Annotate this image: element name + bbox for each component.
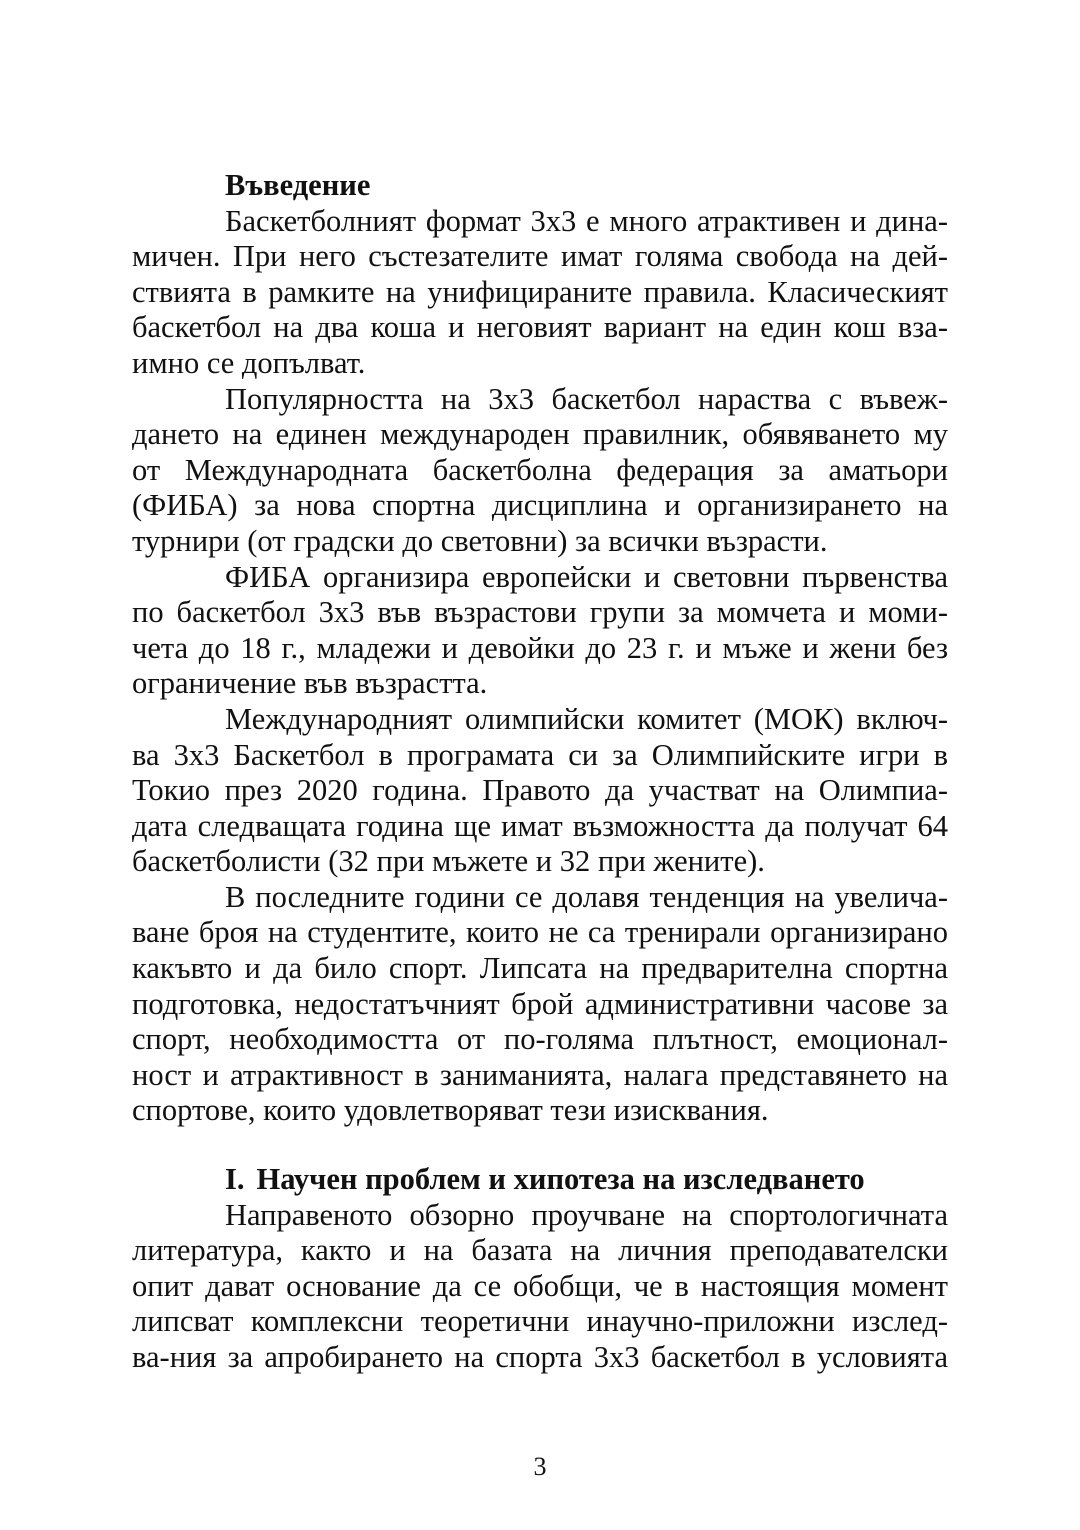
- text-line: дата следващата година ще имат възможността да получат 64: [132, 808, 948, 843]
- section-1: [132, 1162, 948, 1376]
- paragraph: [132, 382, 948, 560]
- text-line: ствията в рамките на унифицираните правила. Класическият: [132, 274, 948, 309]
- section-1-heading: [132, 1162, 948, 1198]
- text-line: Баскетболният формат 3х3 е много атрактивен и дина-: [225, 203, 948, 238]
- text-line: ност и атрактивност в заниманията, налага представянето на: [132, 1057, 948, 1092]
- text-line: липсват комплексни теоретични инаучно-приложни изслед-: [132, 1304, 948, 1339]
- section-1-title: Научен проблем и хипотеза на изследването: [256, 1162, 865, 1196]
- introduction-heading: Въведение: [225, 168, 371, 202]
- paragraph: [132, 880, 948, 1129]
- paragraph: [132, 702, 948, 880]
- introduction-section: [132, 168, 948, 1129]
- text-line: подготовка, недостатъчният брой административни часове за: [132, 986, 948, 1021]
- text-line: мичен. При него състезателите имат голяма свобода на дей-: [132, 239, 948, 274]
- text-line: Токио през 2020 година. Правото да участват на Олимпиа-: [132, 773, 948, 808]
- text-line: ФИБА организира европейски и световни първенства: [225, 559, 948, 594]
- page-number: 3: [533, 1452, 547, 1481]
- text-line: Популярността на 3х3 баскетбол нараства с въвеж-: [225, 381, 948, 416]
- text-line: Международният олимпийски комитет (МОК) включ-: [225, 701, 948, 736]
- text-line: по баскетбол 3х3 във възрастови групи за момчета и моми-: [132, 595, 948, 630]
- text-line: дането на единен международен правилник, обявяването му: [132, 417, 948, 452]
- introduction-body: [132, 204, 948, 1129]
- text-line: от Международната баскетболна федерация за аматьори: [132, 452, 948, 487]
- paragraph: [132, 560, 948, 702]
- section-1-number: I.: [225, 1162, 245, 1196]
- paragraph: [132, 1198, 948, 1376]
- text-line: баскетболисти (32 при мъжете и 32 при жените).: [132, 844, 765, 879]
- text-line: турнири (от градски до световни) за всички възрасти.: [132, 523, 828, 558]
- section-1-body: [132, 1198, 948, 1376]
- text-line: имно се допълват.: [132, 345, 366, 380]
- text-line: ва 3х3 Баскетбол в програмата си за Олимпийските игри в: [132, 737, 948, 772]
- text-line: опит дават основание да се обобщи, че в настоящия момент: [132, 1268, 948, 1303]
- paragraph: [132, 204, 948, 382]
- text-line: чета до 18 г., младежи и девойки до 23 г. и мъже и жени без: [132, 630, 948, 665]
- text-line: ограничение във възрастта.: [132, 666, 488, 701]
- text-line: спорт, необходимостта от по-голяма плътност, емоционал-: [132, 1022, 948, 1057]
- text-line: литература, както и на базата на личния преподавателски: [132, 1233, 948, 1268]
- text-line: какъвто и да било спорт. Липсата на предварителна спортна: [132, 951, 948, 986]
- text-line: Направеното обзорно проучване на спортологичната: [225, 1197, 948, 1232]
- text-line: ване броя на студентите, които не са тренирали организирано: [132, 915, 948, 950]
- text-line: баскетбол на два коша и неговият вариант на един кош вза-: [132, 310, 948, 345]
- text-line: спортове, които удовлетворяват тези изисквания.: [132, 1093, 769, 1128]
- text-line: ва-ния за апробирането на спорта 3х3 баскетбол в условията: [132, 1339, 948, 1374]
- text-line: В последните години се долавя тенденция на увелича-: [225, 879, 948, 914]
- text-line: (ФИБА) за нова спортна дисциплина и организирането на: [132, 488, 948, 523]
